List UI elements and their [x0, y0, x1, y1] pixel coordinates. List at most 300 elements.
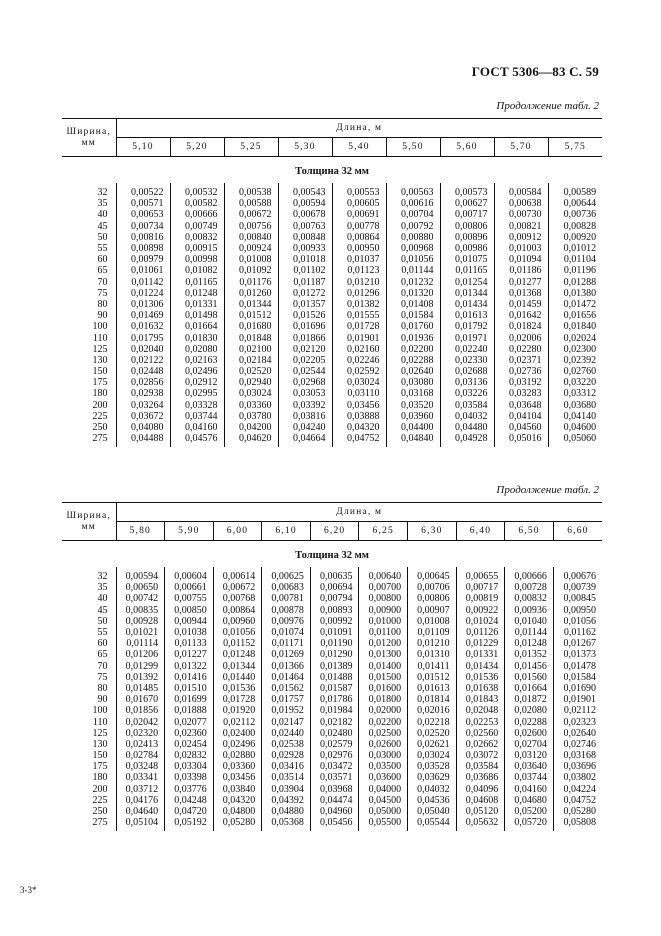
mass-cell: 0,05280: [213, 817, 262, 831]
mass-cell: 0,03416: [262, 761, 311, 772]
mass-cell: 0,00755: [165, 593, 214, 604]
mass-cell: 0,01560: [505, 672, 554, 683]
mass-cell: 0,01229: [456, 638, 505, 649]
table-row: [62, 221, 602, 232]
mass-cell: 0,00640: [359, 567, 408, 582]
width-cell: 250: [92, 422, 108, 434]
mass-cell: 0,01144: [386, 265, 440, 276]
mass-cell: 0,00717: [456, 582, 505, 593]
mass-cell: 0,04480: [440, 422, 494, 433]
mass-cell: 0,03456: [213, 772, 262, 783]
mass-cell: 0,01114: [116, 638, 165, 649]
mass-cell: 0,03571: [310, 772, 359, 783]
mass-cell: 0,02392: [548, 355, 602, 366]
mass-cell: 0,04474: [310, 795, 359, 806]
length-column-header: 6,60: [553, 522, 602, 541]
table-row: [62, 388, 602, 399]
table2: [62, 502, 602, 831]
mass-cell: 0,01536: [456, 672, 505, 683]
mass-cell: 0,01824: [494, 321, 548, 332]
mass-cell: 0,00616: [386, 198, 440, 209]
mass-cell: 0,05040: [408, 806, 457, 817]
table-row: [62, 705, 602, 716]
width-cell: 150: [92, 750, 108, 762]
mass-cell: 0,04000: [359, 784, 408, 795]
mass-cell: 0,03672: [116, 411, 170, 422]
mass-cell: 0,01800: [359, 694, 408, 705]
mass-cell: 0,03680: [548, 400, 602, 411]
mass-cell: 0,02968: [278, 377, 332, 388]
mass-cell: 0,01512: [224, 310, 278, 321]
mass-cell: 0,02413: [116, 739, 165, 750]
mass-cell: 0,01416: [165, 672, 214, 683]
mass-cell: 0,01536: [213, 683, 262, 694]
mass-cell: 0,01392: [116, 672, 165, 683]
table-row: [62, 716, 602, 727]
mass-cell: 0,02218: [408, 716, 457, 727]
mass-cell: 0,02048: [456, 705, 505, 716]
mass-cell: 0,02976: [310, 750, 359, 761]
mass-cell: 0,02400: [213, 728, 262, 739]
mass-cell: 0,03360: [224, 400, 278, 411]
mass-cell: 0,01165: [170, 277, 224, 288]
mass-cell: 0,01091: [310, 627, 359, 638]
mass-cell: 0,00878: [262, 605, 311, 616]
mass-cell: 0,00739: [553, 582, 602, 593]
mass-cell: 0,04840: [386, 433, 440, 447]
mass-cell: 0,01152: [213, 638, 262, 649]
mass-cell: 0,01366: [262, 661, 311, 672]
mass-cell: 0,01469: [116, 310, 170, 321]
mass-cell: 0,01322: [165, 661, 214, 672]
length-column-header: 6,30: [408, 522, 457, 541]
mass-cell: 0,02000: [359, 705, 408, 716]
mass-cell: 0,01500: [359, 672, 408, 683]
table-row: [62, 694, 602, 705]
mass-cell: 0,00880: [386, 232, 440, 243]
mass-cell: 0,03816: [278, 411, 332, 422]
mass-cell: 0,02600: [359, 739, 408, 750]
mass-cell: 0,01248: [505, 638, 554, 649]
mass-cell: 0,02500: [359, 728, 408, 739]
mass-cell: 0,00706: [408, 582, 457, 593]
mass-cell: 0,00944: [165, 616, 214, 627]
width-cell: 75: [97, 287, 108, 299]
mass-cell: 0,00704: [386, 209, 440, 220]
mass-cell: 0,01074: [262, 627, 311, 638]
mass-cell: 0,01830: [170, 332, 224, 343]
mass-cell: 0,01094: [494, 254, 548, 265]
mass-cell: 0,05104: [116, 817, 165, 831]
table-row: [62, 750, 602, 761]
table-row: [62, 806, 602, 817]
mass-cell: 0,01856: [116, 705, 165, 716]
mass-cell: 0,03528: [408, 761, 457, 772]
mass-cell: 0,00976: [262, 616, 311, 627]
mass-cell: 0,00594: [278, 198, 332, 209]
mass-cell: 0,00734: [116, 221, 170, 232]
mass-cell: 0,00691: [332, 209, 386, 220]
mass-cell: 0,00655: [456, 567, 505, 582]
width-cell: 45: [97, 604, 108, 616]
mass-cell: 0,00736: [548, 209, 602, 220]
mass-cell: 0,02880: [213, 750, 262, 761]
mass-cell: 0,02253: [456, 716, 505, 727]
mass-cell: 0,05720: [505, 817, 554, 831]
mass-cell: 0,01840: [548, 321, 602, 332]
mass-cell: 0,01814: [408, 694, 457, 705]
mass-cell: 0,01795: [116, 332, 170, 343]
mass-cell: 0,02736: [494, 366, 548, 377]
mass-cell: 0,00573: [440, 183, 494, 198]
table-row: [62, 332, 602, 343]
mass-cell: 0,01584: [553, 672, 602, 683]
mass-cell: 0,02856: [116, 377, 170, 388]
mass-cell: 0,01613: [440, 310, 494, 321]
mass-cell: 0,04488: [116, 433, 170, 447]
mass-cell: 0,02042: [116, 716, 165, 727]
length-column-header: 5,80: [116, 522, 165, 541]
mass-cell: 0,00933: [278, 243, 332, 254]
mass-cell: 0,00968: [386, 243, 440, 254]
mass-cell: 0,01248: [213, 649, 262, 660]
mass-cell: 0,04752: [553, 795, 602, 806]
mass-cell: 0,03968: [310, 784, 359, 795]
mass-cell: 0,03456: [332, 400, 386, 411]
mass-cell: 0,00898: [116, 243, 170, 254]
table-row: [62, 784, 602, 795]
mass-cell: 0,01901: [553, 694, 602, 705]
mass-cell: 0,01288: [548, 277, 602, 288]
mass-cell: 0,05544: [408, 817, 457, 831]
width-cell: 225: [92, 794, 108, 806]
mass-cell: 0,00992: [310, 616, 359, 627]
table-row: [62, 593, 602, 604]
mass-cell: 0,02184: [224, 355, 278, 366]
width-header: Ширина, мм: [62, 503, 116, 541]
length-column-header: 5,10: [116, 138, 170, 157]
mass-cell: 0,01320: [386, 288, 440, 299]
mass-cell: 0,00835: [116, 605, 165, 616]
mass-cell: 0,01472: [548, 299, 602, 310]
mass-cell: 0,00650: [116, 582, 165, 593]
mass-cell: 0,01024: [456, 616, 505, 627]
width-cell: 65: [97, 265, 108, 277]
mass-cell: 0,02704: [505, 739, 554, 750]
mass-cell: 0,02147: [262, 716, 311, 727]
mass-cell: 0,02912: [170, 377, 224, 388]
table-row: [62, 817, 602, 831]
mass-cell: 0,01037: [332, 254, 386, 265]
mass-cell: 0,00920: [548, 232, 602, 243]
width-cell: 180: [92, 388, 108, 400]
mass-cell: 0,04140: [548, 411, 602, 422]
length-column-header: 6,40: [456, 522, 505, 541]
mass-cell: 0,02320: [116, 728, 165, 739]
length-column-header: 5,50: [386, 138, 440, 157]
mass-cell: 0,02940: [224, 377, 278, 388]
length-column-header: 5,25: [224, 138, 278, 157]
mass-cell: 0,01104: [548, 254, 602, 265]
mass-cell: 0,00960: [213, 616, 262, 627]
mass-cell: 0,03960: [386, 411, 440, 422]
mass-cell: 0,03500: [359, 761, 408, 772]
mass-cell: 0,04536: [408, 795, 457, 806]
mass-cell: 0,02928: [262, 750, 311, 761]
table-row: [62, 761, 602, 772]
mass-cell: 0,03888: [332, 411, 386, 422]
mass-cell: 0,01144: [505, 627, 554, 638]
mass-cell: 0,02448: [116, 366, 170, 377]
mass-cell: 0,02080: [505, 705, 554, 716]
mass-cell: 0,04160: [170, 422, 224, 433]
mass-cell: 0,01562: [262, 683, 311, 694]
mass-cell: 0,01210: [408, 638, 457, 649]
mass-cell: 0,05016: [494, 433, 548, 447]
mass-cell: 0,01018: [278, 254, 332, 265]
mass-cell: 0,02662: [456, 739, 505, 750]
mass-cell: 0,03629: [408, 772, 457, 783]
width-cell: 70: [97, 660, 108, 672]
mass-cell: 0,01498: [170, 310, 224, 321]
mass-cell: 0,02288: [505, 716, 554, 727]
width-cell: 275: [92, 433, 108, 445]
mass-cell: 0,01040: [505, 616, 554, 627]
mass-cell: 0,01888: [165, 705, 214, 716]
mass-cell: 0,04664: [278, 433, 332, 447]
mass-cell: 0,01210: [332, 277, 386, 288]
mass-cell: 0,01075: [440, 254, 494, 265]
mass-cell: 0,03520: [386, 400, 440, 411]
mass-cell: 0,02016: [408, 705, 457, 716]
mass-cell: 0,01411: [408, 661, 457, 672]
mass-cell: 0,00850: [165, 605, 214, 616]
mass-cell: 0,02163: [170, 355, 224, 366]
mass-cell: 0,01699: [165, 694, 214, 705]
mass-cell: 0,04400: [386, 422, 440, 433]
mass-cell: 0,02995: [170, 388, 224, 399]
mass-cell: 0,03168: [386, 388, 440, 399]
mass-cell: 0,00644: [548, 198, 602, 209]
mass-cell: 0,00571: [116, 198, 170, 209]
width-cell: 175: [92, 377, 108, 389]
mass-cell: 0,03136: [440, 377, 494, 388]
mass-cell: 0,03000: [359, 750, 408, 761]
mass-cell: 0,04928: [440, 433, 494, 447]
mass-cell: 0,00582: [170, 198, 224, 209]
mass-cell: 0,01331: [456, 649, 505, 660]
table-row: [62, 400, 602, 411]
mass-cell: 0,03110: [332, 388, 386, 399]
mass-cell: 0,01038: [165, 627, 214, 638]
mass-cell: 0,01357: [278, 299, 332, 310]
table-row: [62, 366, 602, 377]
page-footer: 3-3*: [20, 885, 37, 895]
mass-cell: 0,01440: [213, 672, 262, 683]
mass-cell: 0,01459: [494, 299, 548, 310]
mass-cell: 0,02496: [170, 366, 224, 377]
mass-cell: 0,04176: [116, 795, 165, 806]
mass-cell: 0,01012: [548, 243, 602, 254]
mass-cell: 0,00742: [116, 593, 165, 604]
mass-cell: 0,05280: [553, 806, 602, 817]
width-cell: 200: [92, 783, 108, 795]
mass-cell: 0,01512: [408, 672, 457, 683]
mass-cell: 0,03712: [116, 784, 165, 795]
width-cell: 50: [97, 615, 108, 627]
mass-cell: 0,03341: [116, 772, 165, 783]
mass-cell: 0,01843: [456, 694, 505, 705]
table-row: [62, 321, 602, 332]
table-row: [62, 265, 602, 276]
mass-cell: 0,05808: [553, 817, 602, 831]
mass-cell: 0,01056: [553, 616, 602, 627]
mass-cell: 0,00532: [170, 183, 224, 198]
mass-cell: 0,00638: [494, 198, 548, 209]
length-header: Длина, м: [116, 503, 602, 522]
table-row: [62, 627, 602, 638]
mass-cell: 0,04200: [224, 422, 278, 433]
mass-cell: 0,01272: [278, 288, 332, 299]
mass-cell: 0,01488: [310, 672, 359, 683]
mass-cell: 0,02077: [165, 716, 214, 727]
mass-cell: 0,01872: [505, 694, 554, 705]
mass-cell: 0,00819: [456, 593, 505, 604]
length-column-header: 5,20: [170, 138, 224, 157]
mass-cell: 0,00543: [278, 183, 332, 198]
mass-cell: 0,02120: [278, 344, 332, 355]
width-cell: 180: [92, 772, 108, 784]
mass-cell: 0,01352: [505, 649, 554, 660]
mass-cell: 0,00604: [165, 567, 214, 582]
mass-cell: 0,05456: [310, 817, 359, 831]
width-cell: 100: [92, 705, 108, 717]
mass-cell: 0,02323: [553, 716, 602, 727]
mass-cell: 0,00998: [170, 254, 224, 265]
mass-cell: 0,01664: [170, 321, 224, 332]
mass-cell: 0,04224: [553, 784, 602, 795]
length-header: Длина, м: [116, 119, 602, 138]
table-row: [62, 795, 602, 806]
width-cell: 70: [97, 276, 108, 288]
mass-cell: 0,03168: [553, 750, 602, 761]
mass-cell: 0,02100: [224, 344, 278, 355]
mass-cell: 0,00979: [116, 254, 170, 265]
mass-cell: 0,01373: [553, 649, 602, 660]
mass-cell: 0,00794: [310, 593, 359, 604]
mass-cell: 0,00806: [440, 221, 494, 232]
length-column-header: 6,00: [213, 522, 262, 541]
mass-cell: 0,02024: [548, 332, 602, 343]
table-row: [62, 288, 602, 299]
mass-cell: 0,01526: [278, 310, 332, 321]
mass-cell: 0,03360: [213, 761, 262, 772]
mass-cell: 0,02080: [170, 344, 224, 355]
mass-cell: 0,00986: [440, 243, 494, 254]
mass-cell: 0,03904: [262, 784, 311, 795]
width-cell: 125: [92, 727, 108, 739]
mass-cell: 0,03472: [310, 761, 359, 772]
mass-cell: 0,01196: [548, 265, 602, 276]
mass-cell: 0,01003: [494, 243, 548, 254]
mass-cell: 0,02520: [408, 728, 457, 739]
mass-cell: 0,01267: [553, 638, 602, 649]
mass-cell: 0,00840: [224, 232, 278, 243]
mass-cell: 0,01190: [310, 638, 359, 649]
mass-cell: 0,01082: [170, 265, 224, 276]
width-cell: 90: [97, 694, 108, 706]
mass-cell: 0,02040: [116, 344, 170, 355]
length-column-header: 6,25: [359, 522, 408, 541]
width-cell: 275: [92, 817, 108, 829]
mass-cell: 0,01786: [310, 694, 359, 705]
mass-cell: 0,01866: [278, 332, 332, 343]
mass-cell: 0,00678: [278, 209, 332, 220]
mass-cell: 0,02200: [386, 344, 440, 355]
table-row: [62, 683, 602, 694]
mass-cell: 0,00553: [332, 183, 386, 198]
mass-cell: 0,02360: [165, 728, 214, 739]
table-row: [62, 772, 602, 783]
table1: [62, 118, 602, 447]
width-cell: 225: [92, 410, 108, 422]
mass-cell: 0,00672: [213, 582, 262, 593]
mass-cell: 0,00912: [494, 232, 548, 243]
mass-cell: 0,04096: [456, 784, 505, 795]
width-cell: 40: [97, 209, 108, 221]
width-cell: 175: [92, 761, 108, 773]
mass-cell: 0,00893: [310, 605, 359, 616]
mass-cell: 0,03744: [505, 772, 554, 783]
mass-cell: 0,02330: [440, 355, 494, 366]
mass-cell: 0,03283: [494, 388, 548, 399]
width-cell: 50: [97, 231, 108, 243]
table-row: [62, 422, 602, 433]
mass-cell: 0,03053: [278, 388, 332, 399]
mass-cell: 0,04320: [213, 795, 262, 806]
mass-cell: 0,03686: [456, 772, 505, 783]
table-row: [62, 661, 602, 672]
mass-cell: 0,00864: [213, 605, 262, 616]
mass-cell: 0,04576: [170, 433, 224, 447]
length-column-header: 6,20: [310, 522, 359, 541]
mass-cell: 0,00915: [170, 243, 224, 254]
mass-cell: 0,05192: [165, 817, 214, 831]
mass-cell: 0,00584: [494, 183, 548, 198]
width-cell: 60: [97, 638, 108, 650]
mass-cell: 0,03776: [165, 784, 214, 795]
mass-cell: 0,02454: [165, 739, 214, 750]
mass-cell: 0,02579: [310, 739, 359, 750]
mass-cell: 0,02538: [262, 739, 311, 750]
mass-cell: 0,01171: [262, 638, 311, 649]
mass-cell: 0,01290: [310, 649, 359, 660]
width-cell: 32: [97, 187, 108, 199]
mass-cell: 0,04620: [224, 433, 278, 447]
mass-cell: 0,04560: [494, 422, 548, 433]
mass-cell: 0,01260: [224, 288, 278, 299]
width-cell: 35: [97, 582, 108, 594]
mass-cell: 0,02280: [494, 344, 548, 355]
table-row: [62, 310, 602, 321]
mass-cell: 0,01224: [116, 288, 170, 299]
thickness-section-heading: Толщина 32 мм: [295, 166, 369, 177]
width-cell: 55: [97, 627, 108, 639]
mass-cell: 0,00589: [548, 183, 602, 198]
table-row: [62, 582, 602, 593]
mass-cell: 0,00683: [262, 582, 311, 593]
mass-cell: 0,03584: [456, 761, 505, 772]
